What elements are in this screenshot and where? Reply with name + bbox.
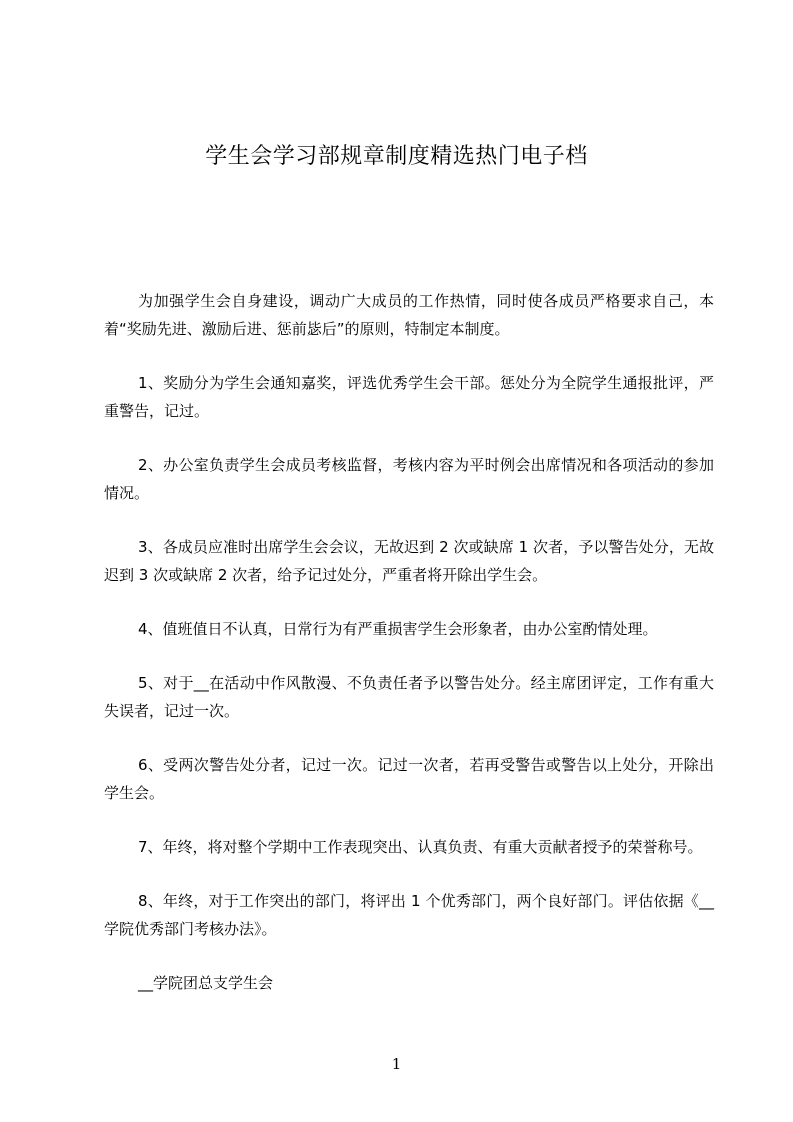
rule-paragraph-7: 7、年终，将对整个学期中工作表现突出、认真负责、有重大贡献者授予的荣誉称号。 [138, 838, 703, 856]
rule-paragraph-3: 3、各成员应准时出席学生会会议，无故迟到 2 次或缺席 1 次者，予以警告处分，无故迟到 3 次或缺席 2 次者，给予记过处分，严重者将开除出学生会。 [104, 538, 714, 584]
rule-paragraph-8: 8、年终，对于工作突出的部门，将评出 1 个优秀部门，两个良好部门。评估依据《__学院优秀部门考核办法》。 [104, 892, 714, 938]
rule-paragraph-2: 2、办公室负责学生会成员考核监督，考核内容为平时例会出席情况和各项活动的参加情况。 [104, 456, 714, 502]
intro-paragraph: 为加强学生会自身建设，调动广大成员的工作热情，同时使各成员严格要求自己，本着“奖励先进、激励后进、惩前毖后”的原则，特制定本制度。 [104, 292, 714, 338]
signature-line: __学院团总支学生会 [138, 974, 274, 992]
document-title: 学生会学习部规章制度精选热门电子档 [205, 144, 588, 169]
rule-paragraph-1: 1、奖励分为学生会通知嘉奖，评选优秀学生会干部。惩处分为全院学生通报批评，严重警告，记过。 [104, 374, 714, 420]
page-number: 1 [391, 1055, 402, 1073]
rule-paragraph-4: 4、值班值日不认真，日常行为有严重损害学生会形象者，由办公室酌情处理。 [138, 620, 658, 638]
document-body [104, 287, 714, 997]
rule-paragraph-5: 5、对于__在活动中作风散漫、不负责任者予以警告处分。经主席团评定，工作有重大失误者，记过一次。 [104, 674, 714, 720]
rule-paragraph-6: 6、受两次警告处分者，记过一次。记过一次者，若再受警告或警告以上处分，开除出学生会。 [104, 756, 714, 802]
